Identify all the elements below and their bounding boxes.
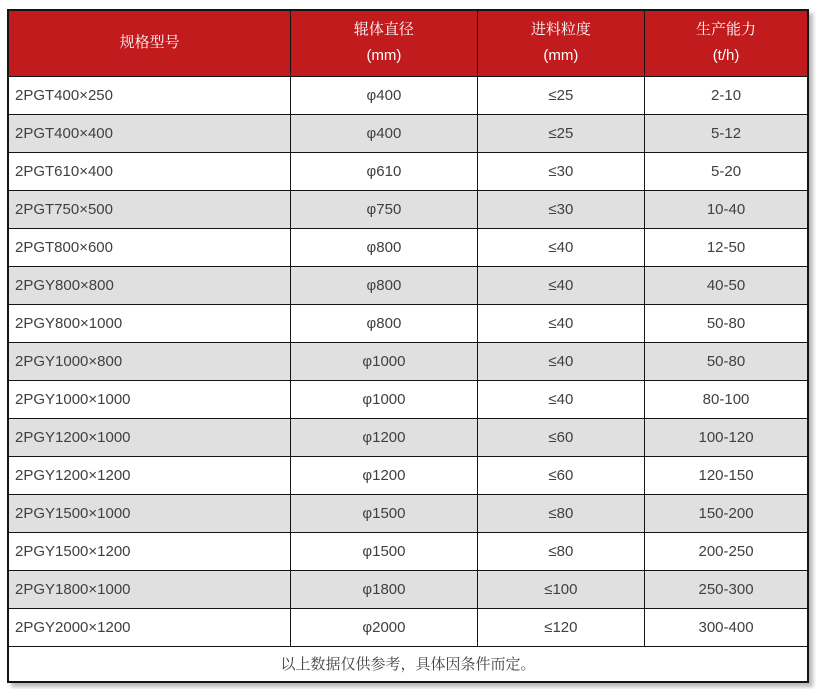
column-header-line1: 生产能力 bbox=[696, 21, 757, 39]
model-cell: 2PGY2000×1200 bbox=[8, 608, 291, 646]
feed-size-cell: ≤80 bbox=[477, 532, 644, 570]
capacity-cell: 300-400 bbox=[645, 608, 808, 646]
table-footnote: 以上数据仅供参考，具体因条件而定。 bbox=[8, 646, 808, 682]
capacity-cell: 5-20 bbox=[645, 152, 808, 190]
feed-size-cell: ≤40 bbox=[477, 342, 644, 380]
model-cell: 2PGY1200×1200 bbox=[8, 456, 291, 494]
table-row bbox=[8, 532, 808, 570]
diameter-cell: φ610 bbox=[291, 152, 477, 190]
table-row bbox=[8, 380, 808, 418]
feed-size-cell: ≤40 bbox=[477, 266, 644, 304]
capacity-cell: 80-100 bbox=[645, 380, 808, 418]
model-cell: 2PGY800×800 bbox=[8, 266, 291, 304]
feed-size-cell: ≤120 bbox=[477, 608, 644, 646]
column-header-line1: 进料粒度 bbox=[530, 21, 591, 39]
diameter-cell: φ1000 bbox=[291, 342, 477, 380]
table-row bbox=[8, 190, 808, 228]
model-cell: 2PGY1200×1000 bbox=[8, 418, 291, 456]
diameter-cell: φ800 bbox=[291, 228, 477, 266]
model-cell: 2PGT750×500 bbox=[8, 190, 291, 228]
feed-size-cell: ≤60 bbox=[477, 418, 644, 456]
spec-table bbox=[7, 9, 809, 683]
column-header-2 bbox=[291, 10, 477, 76]
column-header-line2: (mm) bbox=[543, 47, 579, 65]
model-cell: 2PGY1800×1000 bbox=[8, 570, 291, 608]
capacity-cell: 40-50 bbox=[645, 266, 808, 304]
header-row bbox=[8, 10, 808, 76]
capacity-cell: 200-250 bbox=[645, 532, 808, 570]
model-cell: 2PGY1500×1200 bbox=[8, 532, 291, 570]
diameter-cell: φ1200 bbox=[291, 418, 477, 456]
table-row bbox=[8, 570, 808, 608]
diameter-cell: φ800 bbox=[291, 266, 477, 304]
table-row bbox=[8, 494, 808, 532]
model-cell: 2PGY1000×1000 bbox=[8, 380, 291, 418]
column-header-3 bbox=[477, 10, 644, 76]
capacity-cell: 12-50 bbox=[645, 228, 808, 266]
capacity-cell: 120-150 bbox=[645, 456, 808, 494]
model-cell: 2PGT400×400 bbox=[8, 114, 291, 152]
diameter-cell: φ400 bbox=[291, 114, 477, 152]
column-header-line2: (t/h) bbox=[712, 47, 740, 65]
diameter-cell: φ1200 bbox=[291, 456, 477, 494]
diameter-cell: φ1500 bbox=[291, 532, 477, 570]
model-cell: 2PGY1000×800 bbox=[8, 342, 291, 380]
feed-size-cell: ≤100 bbox=[477, 570, 644, 608]
model-cell: 2PGT400×250 bbox=[8, 76, 291, 114]
capacity-cell: 50-80 bbox=[645, 342, 808, 380]
table-row bbox=[8, 456, 808, 494]
column-header-line1: 辊体直径 bbox=[353, 21, 414, 39]
feed-size-cell: ≤30 bbox=[477, 190, 644, 228]
diameter-cell: φ800 bbox=[291, 304, 477, 342]
feed-size-cell: ≤25 bbox=[477, 76, 644, 114]
diameter-cell: φ1800 bbox=[291, 570, 477, 608]
capacity-cell: 50-80 bbox=[645, 304, 808, 342]
capacity-cell: 5-12 bbox=[645, 114, 808, 152]
capacity-cell: 250-300 bbox=[645, 570, 808, 608]
capacity-cell: 100-120 bbox=[645, 418, 808, 456]
footnote-row bbox=[8, 646, 808, 682]
model-cell: 2PGY1500×1000 bbox=[8, 494, 291, 532]
table-row bbox=[8, 152, 808, 190]
capacity-cell: 10-40 bbox=[645, 190, 808, 228]
diameter-cell: φ400 bbox=[291, 76, 477, 114]
table-row bbox=[8, 304, 808, 342]
table-header bbox=[8, 10, 808, 76]
feed-size-cell: ≤40 bbox=[477, 380, 644, 418]
feed-size-cell: ≤30 bbox=[477, 152, 644, 190]
table-foot bbox=[8, 646, 808, 682]
table-row bbox=[8, 342, 808, 380]
diameter-cell: φ2000 bbox=[291, 608, 477, 646]
feed-size-cell: ≤40 bbox=[477, 304, 644, 342]
feed-size-cell: ≤40 bbox=[477, 228, 644, 266]
model-cell: 2PGT800×600 bbox=[8, 228, 291, 266]
table-row bbox=[8, 76, 808, 114]
model-cell: 2PGT610×400 bbox=[8, 152, 291, 190]
model-cell: 2PGY800×1000 bbox=[8, 304, 291, 342]
capacity-cell: 2-10 bbox=[645, 76, 808, 114]
column-header-line2: (mm) bbox=[366, 47, 402, 65]
table-row bbox=[8, 608, 808, 646]
diameter-cell: φ750 bbox=[291, 190, 477, 228]
column-header-1 bbox=[8, 10, 291, 76]
table-row bbox=[8, 114, 808, 152]
capacity-cell: 150-200 bbox=[645, 494, 808, 532]
table-row bbox=[8, 418, 808, 456]
feed-size-cell: ≤60 bbox=[477, 456, 644, 494]
diameter-cell: φ1500 bbox=[291, 494, 477, 532]
diameter-cell: φ1000 bbox=[291, 380, 477, 418]
column-header-line1: 规格型号 bbox=[119, 34, 180, 52]
table-body bbox=[8, 76, 808, 646]
feed-size-cell: ≤25 bbox=[477, 114, 644, 152]
column-header-4 bbox=[645, 10, 808, 76]
table-row bbox=[8, 228, 808, 266]
feed-size-cell: ≤80 bbox=[477, 494, 644, 532]
table-row bbox=[8, 266, 808, 304]
